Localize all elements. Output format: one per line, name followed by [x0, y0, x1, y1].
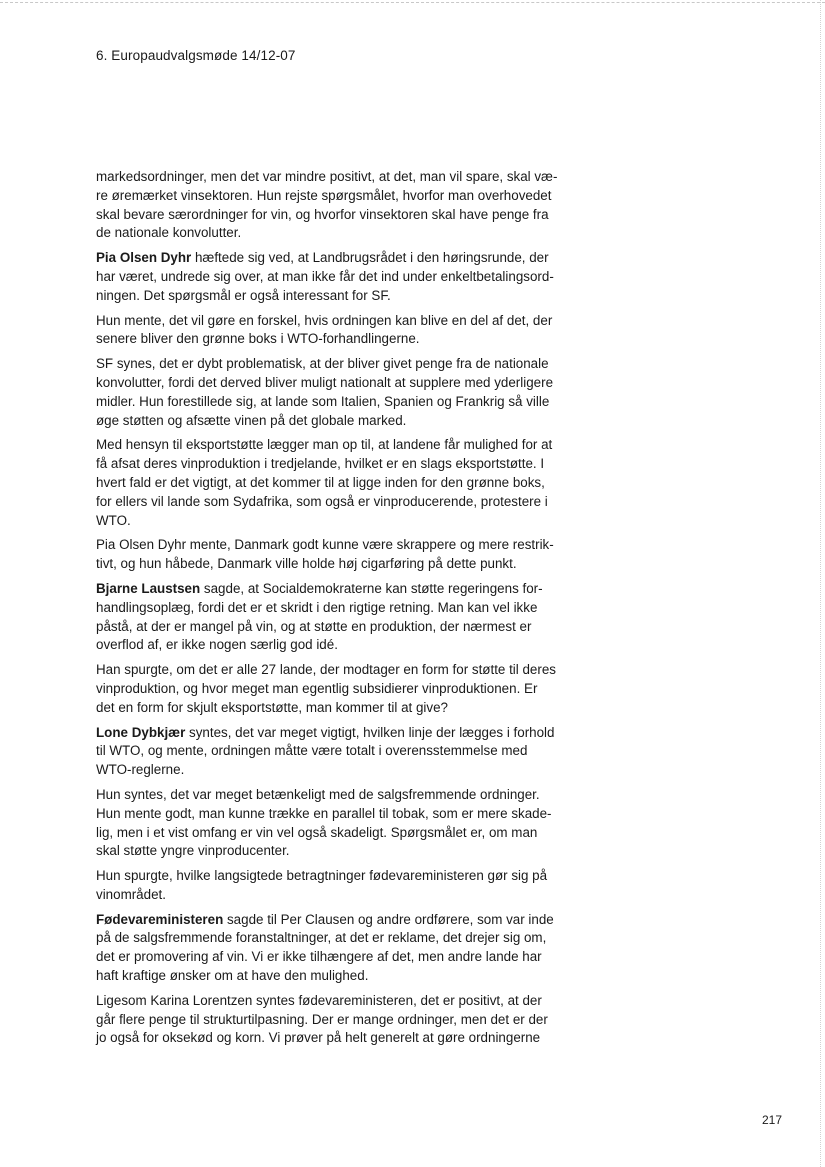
paragraph-line: [96, 249, 582, 268]
paragraph-line: har været, undrede sig over, at man ikke får det ind under enkeltbetalingsord-: [96, 268, 554, 284]
paragraph-line: tivt, og hun håbede, Danmark ville holde høj cigarføring på dette punkt.: [96, 556, 517, 572]
paragraph-line: Ligesom Karina Lorentzen syntes fødevareministeren, det er positivt, at der: [96, 992, 542, 1008]
paragraph-line: vinproduktion, og hvor meget man egentlig subsidierer vinproduktionen. Er: [96, 680, 538, 696]
paragraph-line: vinområdet.: [96, 886, 166, 902]
document-body: [96, 168, 582, 1054]
page-number: 217: [762, 1113, 783, 1127]
line-text: sagde til Per Clausen og andre ordførere, som var inde: [223, 911, 554, 927]
paragraph: [96, 355, 582, 430]
paragraph-line: Hun spurgte, hvilke langsigtede betragtninger fødevareministeren gør sig på: [96, 868, 548, 884]
paragraph-line: det en form for skjult eksportstøtte, man kommer til at give?: [96, 699, 449, 715]
paragraph: [96, 536, 582, 574]
paragraph-line: Hun mente, det vil gøre en forskel, hvis ordningen kan blive en del af det, der: [96, 312, 553, 328]
line-text: sagde, at Socialdemokraterne kan støtte regeringens for-: [200, 580, 543, 596]
scan-top-edge: [0, 2, 825, 3]
paragraph-line: til WTO, og mente, ordningen måtte være totalt i overensstemmelse med: [96, 743, 528, 759]
paragraph: [96, 580, 582, 655]
paragraph: [96, 992, 582, 1048]
paragraph-line: det er promovering af vin. Vi er ikke tilhængere af det, men andre lande har: [96, 949, 542, 965]
paragraph: [96, 786, 582, 861]
paragraph: [96, 249, 582, 305]
paragraph: [96, 911, 582, 986]
paragraph: [96, 724, 582, 780]
page-header: 6. Europaudvalgsmøde 14/12-07: [96, 48, 296, 63]
paragraph-line: på de salgsfremmende foranstaltninger, at det er reklame, det drejer sig om,: [96, 930, 547, 946]
paragraph-line: markedsordninger, men det var mindre positivt, at det, man vil spare, skal væ-: [96, 169, 558, 184]
paragraph-line: [96, 724, 582, 743]
paragraph-line: hvert fald er det vigtigt, at det kommer til at ligge inden for den grønne boks,: [96, 474, 545, 490]
paragraph-line: re øremærket vinsektoren. Hun rejste spørgsmålet, hvorfor man overhovedet: [96, 187, 552, 203]
line-text: hæftede sig ved, at Landbrugsrådet i den høringsrunde, der: [191, 250, 549, 266]
paragraph-line: WTO.: [96, 512, 131, 528]
paragraph-line: Hun syntes, det var meget betænkeligt med de salgsfremmende ordninger.: [96, 786, 540, 802]
paragraph-line: øge støtten og afsætte vinen på det globale marked.: [96, 412, 407, 428]
speaker-name: Pia Olsen Dyhr: [96, 250, 192, 266]
paragraph-line: skal bevare særordninger for vin, og hvorfor vinsektoren skal have penge fra: [96, 206, 549, 222]
paragraph-line: Hun mente godt, man kunne trække en parallel til tobak, som er mere skade-: [96, 805, 552, 821]
paragraph-line: Han spurgte, om det er alle 27 lande, der modtager en form for støtte til deres: [96, 662, 556, 678]
paragraph-line: senere bliver den grønne boks i WTO-forhandlingerne.: [96, 331, 420, 347]
paragraph: [96, 436, 582, 530]
paragraph-line: de nationale konvolutter.: [96, 225, 242, 241]
speaker-name: Fødevareministeren: [96, 911, 224, 927]
paragraph-line: WTO-reglerne.: [96, 762, 185, 778]
paragraph-line: Pia Olsen Dyhr mente, Danmark godt kunne være skrappere og mere restrik-: [96, 537, 554, 553]
paragraph-line: påstå, at der er mangel på vin, og at støtte en produktion, der nærmest er: [96, 618, 532, 634]
paragraph-line: få afsat deres vinproduktion i tredjelande, hvilket er en slags eksportstøtte. I: [96, 456, 545, 472]
paragraph-line: Med hensyn til eksportstøtte lægger man op til, at landene får mulighed for at: [96, 437, 553, 453]
paragraph-line: [96, 580, 582, 599]
paragraph: [96, 661, 582, 717]
paragraph-line: overflod af, er ikke nogen særlig god idé.: [96, 637, 338, 653]
paragraph-line: konvolutter, fordi det derved bliver muligt nationalt at supplere med yderligere: [96, 374, 554, 390]
paragraph: [96, 168, 582, 243]
speaker-name: Lone Dybkjær: [96, 724, 186, 740]
speaker-name: Bjarne Laustsen: [96, 580, 201, 596]
paragraph-line: går flere penge til strukturtilpasning. Der er mange ordninger, men det er der: [96, 1011, 548, 1027]
paragraph-line: haft kraftige ønsker om at have den mulighed.: [96, 968, 369, 984]
paragraph-line: ningen. Det spørgsmål er også interessant for SF.: [96, 287, 391, 303]
paragraph-line: SF synes, det er dybt problematisk, at der bliver givet penge fra de nationale: [96, 356, 549, 372]
paragraph-line: jo også for oksekød og korn. Vi prøver på helt generelt at gøre ordningerne: [96, 1030, 541, 1046]
paragraph-line: lig, men i et vist omfang er vin vel også skadeligt. Spørgsmålet er, om man: [96, 824, 538, 840]
paragraph-line: for ellers vil lande som Sydafrika, som også er vinproducerende, protestere i: [96, 493, 548, 509]
paragraph-line: handlingsoplæg, fordi det er et skridt i den rigtige retning. Man kan vel ikke: [96, 599, 538, 615]
paragraph: [96, 867, 582, 905]
paragraph-line: skal støtte yngre vinproducenter.: [96, 843, 290, 859]
paragraph-line: midler. Hun forestillede sig, at lande som Italien, Spanien og Frankrig så ville: [96, 393, 550, 409]
paragraph: [96, 312, 582, 350]
line-text: syntes, det var meget vigtigt, hvilken linje der lægges i forhold: [185, 724, 555, 740]
scan-right-edge: [820, 0, 821, 1167]
paragraph-line: [96, 911, 582, 930]
